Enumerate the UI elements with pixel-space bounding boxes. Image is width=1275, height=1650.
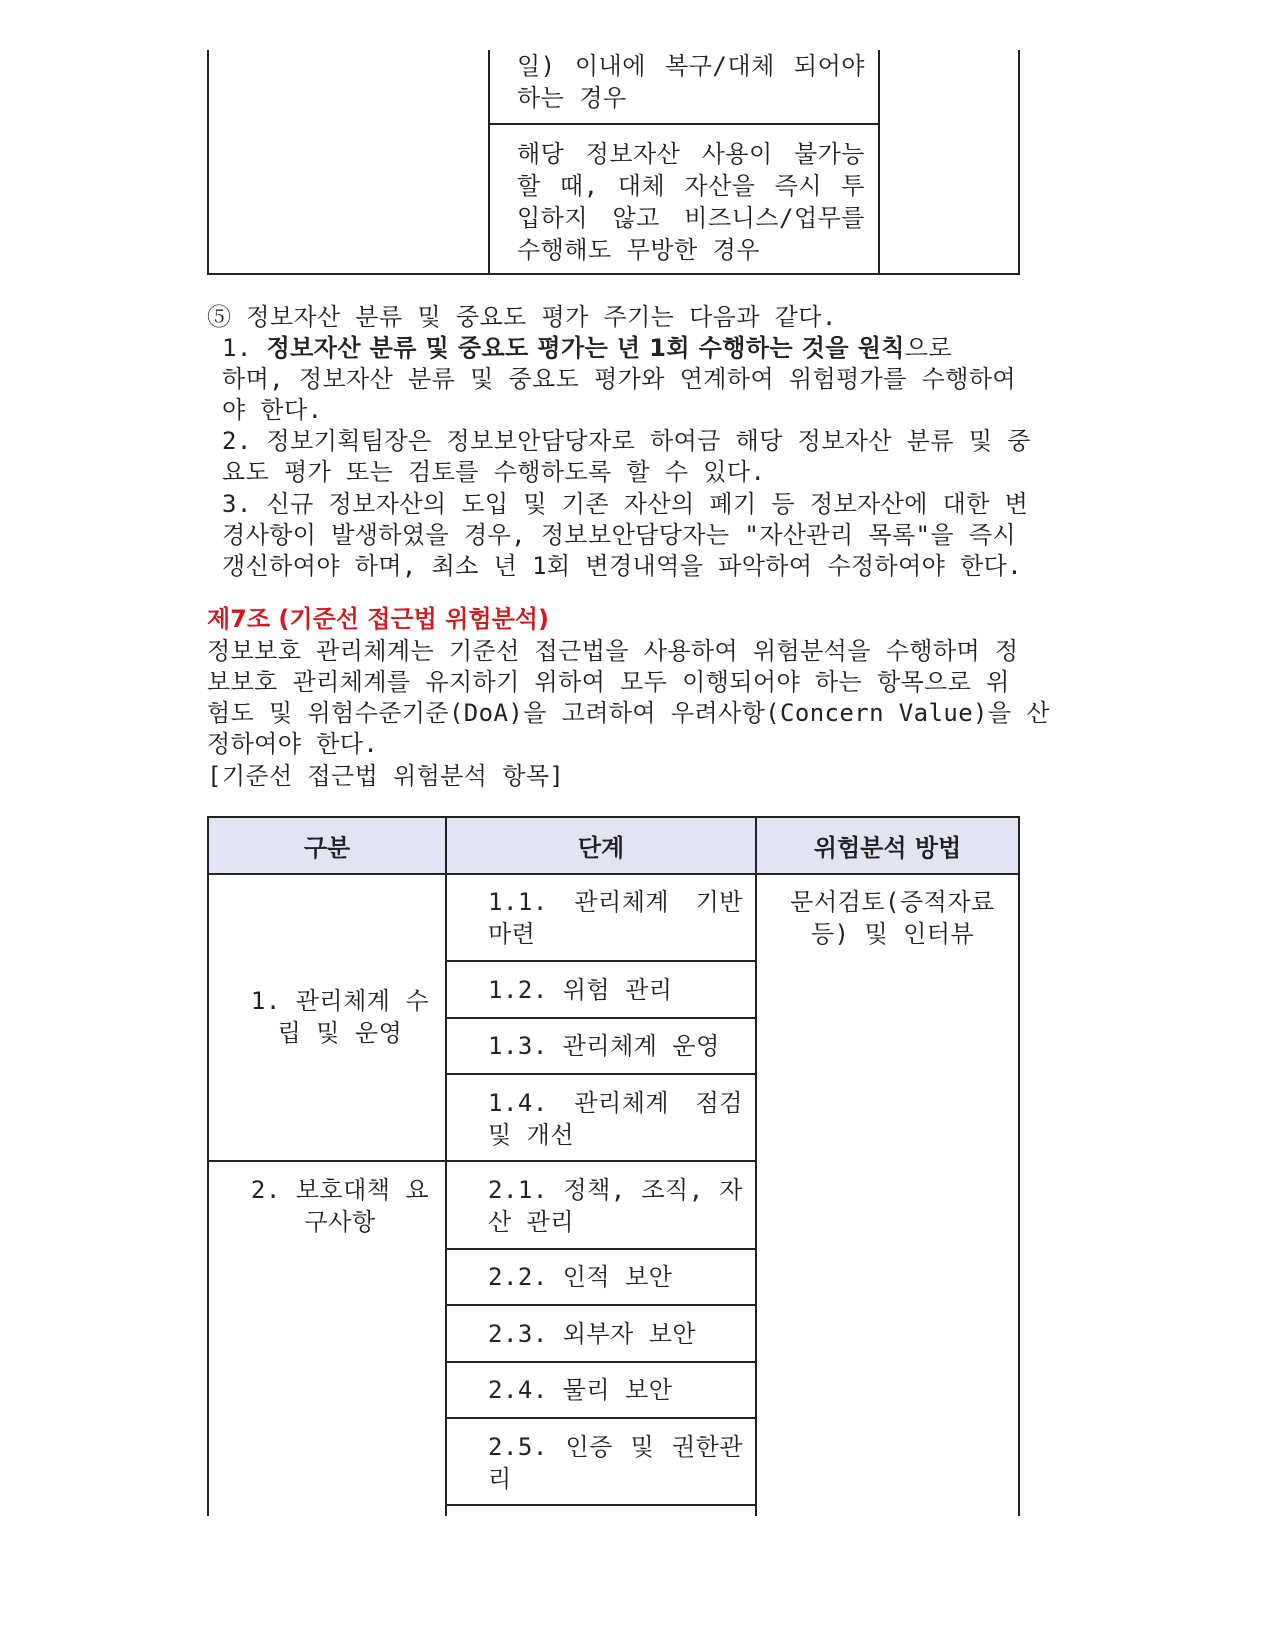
step-2-1: 2.1. 정책, 조직, 자산 관리 <box>488 1176 743 1236</box>
section5-item2-line2: 요도 평가 또는 검토를 수행하도록 할 수 있다. <box>222 458 766 486</box>
step-1-1: 1.1. 관리체계 기반 마련 <box>488 888 743 948</box>
method-cell: 문서검토(증적자료 등) 및 인터뷰 <box>790 888 995 948</box>
step-2-3: 2.3. 외부자 보안 <box>488 1320 697 1348</box>
section5-item3-line3: 갱신하여야 하며, 최소 년 1회 변경내역을 파악하여 수정하여야 한다. <box>222 552 1023 580</box>
section5-intro: ⑤ 정보자산 분류 및 중요도 평가 주기는 다음과 같다. <box>207 303 837 331</box>
top-table-cell-a: 일) 이내에 복구/대체 되어야 하는 경우 <box>517 52 865 112</box>
section5-item3-line2: 경사항이 발생하였을 경우, 정보보안담당자는 "자산관리 목록"을 즉시 <box>222 521 1016 549</box>
table-caption: [기준선 접근법 위험분석 항목] <box>207 762 565 790</box>
section5-item1-line3: 야 한다. <box>222 396 323 424</box>
section5-item1-line2: 하며, 정보자산 분류 및 중요도 평가와 연계하여 위험평가를 수행하여 <box>222 365 1016 393</box>
item1-bold-text: 정보자산 분류 및 중요도 평가는 년 1회 수행하는 것을 원칙 <box>266 334 905 362</box>
article7-body-line1: 정보보호 관리체계는 기준선 접근법을 사용하여 위험분석을 수행하며 정 <box>207 637 1019 665</box>
step-1-4: 1.4. 관리체계 점검 및 개선 <box>488 1089 743 1149</box>
step-2-4: 2.4. 물리 보안 <box>488 1376 673 1404</box>
item1-suffix: 으로 <box>904 334 953 362</box>
step-2-2: 2.2. 인적 보안 <box>488 1263 673 1291</box>
header-step: 단계 <box>447 818 755 873</box>
section5-item3-line1: 3. 신규 정보자산의 도입 및 기존 자산의 폐기 등 정보자산에 대한 변 <box>222 490 1029 518</box>
header-method: 위험분석 방법 <box>757 818 1018 873</box>
article7-body-line2: 보보호 관리체계를 유지하기 위하여 모두 이행되어야 하는 항목으로 위 <box>207 668 1010 696</box>
section5-item2-line1: 2. 정보기획팀장은 정보보안담당자로 하여금 해당 정보자산 분류 및 중 <box>222 427 1031 455</box>
category-2: 2. 보호대책 요구사항 <box>250 1176 430 1236</box>
article7-body-line4: 정하여야 한다. <box>207 730 379 758</box>
step-1-3: 1.3. 관리체계 운영 <box>488 1032 720 1060</box>
header-category: 구분 <box>209 818 445 873</box>
top-table-cell-b: 해당 정보자산 사용이 불가능할 때, 대체 자산을 즉시 투입하지 않고 비즈니스/업무를 수행해도 무방한 경우 <box>517 140 865 264</box>
item1-prefix: 1. <box>222 334 267 362</box>
article7-heading: 제7조 (기준선 접근법 위험분석) <box>207 605 549 633</box>
section5-item1-line1 <box>222 332 952 364</box>
category-1: 1. 관리체계 수립 및 운영 <box>250 987 430 1047</box>
step-2-5: 2.5. 인증 및 권한관리 <box>488 1433 743 1493</box>
article7-body-line3: 험도 및 위험수준기준(DoA)을 고려하여 우려사항(Concern Value)을 산 <box>207 699 1050 727</box>
step-1-2: 1.2. 위험 관리 <box>488 976 673 1004</box>
